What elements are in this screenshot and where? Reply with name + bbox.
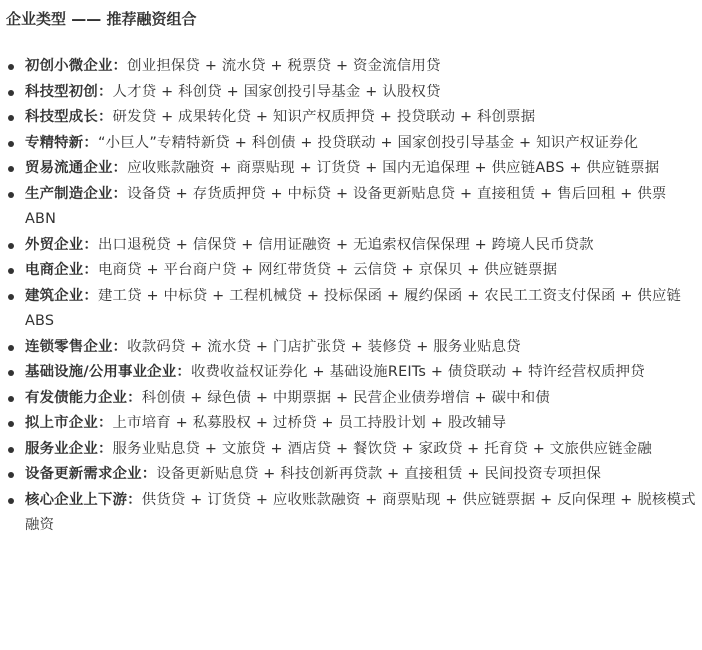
list-item [6, 360, 696, 386]
bullet-icon [8, 64, 14, 70]
list-item [6, 80, 696, 106]
bullet-icon [8, 90, 14, 96]
list-item [6, 233, 696, 259]
bullet-icon [8, 294, 14, 300]
list-item [6, 131, 696, 157]
bullet-icon [8, 243, 14, 249]
financing-list [6, 54, 696, 539]
item-text: 人才贷 + 科创贷 + 国家创投引导基金 + 认股权贷 [112, 83, 441, 100]
list-item [6, 462, 696, 488]
item-label: 设备更新需求企业： [25, 466, 157, 482]
item-label: 电商企业： [25, 262, 98, 278]
list-item [6, 258, 696, 284]
list-item [6, 284, 696, 335]
item-text: 科创债 + 绿色债 + 中期票据 + 民营企业债券增信 + 碳中和债 [141, 389, 550, 406]
bullet-icon [8, 268, 14, 274]
item-text: 建工贷 + 中标贷 + 工程机械贷 + 投标保函 + 履约保函 + 农民工工资支付保函 + 供应链ABS [25, 287, 682, 329]
item-label: 服务业企业： [25, 440, 113, 457]
bullet-icon [8, 370, 14, 376]
bullet-icon [8, 447, 14, 453]
list-item [6, 437, 696, 463]
item-text: 上市培育 + 私募股权 + 过桥贷 + 员工持股计划 + 股改辅导 [112, 415, 507, 431]
list-item [6, 411, 696, 437]
item-label: 贸易流通企业： [25, 160, 128, 176]
item-text: 出口退税贷 + 信保贷 + 信用证融资 + 无追索权信保保理 + 跨境人民币贷款 [97, 236, 594, 253]
bullet-icon [8, 498, 14, 504]
item-text: 电商贷 + 平台商户贷 + 网红带货贷 + 云信贷 + 京保贝 + 供应链票据 [97, 262, 558, 278]
item-label: 科技型初创： [25, 83, 113, 100]
bullet-icon [8, 166, 14, 172]
list-item [6, 105, 696, 131]
item-text: 收款码贷 + 流水贷 + 门店扩张贷 + 装修贷 + 服务业贴息贷 [127, 338, 521, 355]
item-text: 创业担保贷 + 流水贷 + 税票贷 + 资金流信用贷 [127, 58, 441, 74]
bullet-icon [8, 421, 14, 427]
bullet-icon [8, 115, 14, 121]
item-text: 服务业贴息贷 + 文旅贷 + 酒店贷 + 餐饮贷 + 家政贷 + 托育贷 + 文旅供应链金融 [112, 440, 652, 457]
list-item [6, 54, 696, 80]
list-item [6, 488, 696, 539]
bullet-icon [8, 141, 14, 147]
list-item [6, 335, 696, 361]
item-text: 设备更新贴息贷 + 科技创新再贷款 + 直接租赁 + 民间投资专项担保 [156, 466, 602, 482]
list-item [6, 386, 696, 412]
section-heading: 企业类型 —— 推荐融资组合 [6, 10, 197, 28]
item-label: 外贸企业： [25, 236, 98, 253]
bullet-icon [8, 472, 14, 478]
bullet-icon [8, 396, 14, 402]
item-text: 设备贷 + 存货质押贷 + 中标贷 + 设备更新贴息贷 + 直接租赁 + 售后回租 + 供票ABN [25, 185, 667, 227]
item-text: 收费收益权证券化 + 基础设施REITs + 债贷联动 + 特许经营权质押贷 [190, 364, 645, 380]
item-label: 拟上市企业： [25, 415, 113, 431]
item-label: 生产制造企业： [25, 185, 128, 202]
item-label: 基础设施/公用事业企业： [25, 364, 191, 380]
item-label: 连锁零售企业： [25, 338, 128, 355]
list-item [6, 156, 696, 182]
item-text: 供货贷 + 订货贷 + 应收账款融资 + 商票贴现 + 供应链票据 + 反向保理 + 脱核模式融资 [25, 491, 696, 533]
item-text: “小巨人”专精特新贷 + 科创债 + 投贷联动 + 国家创投引导基金 + 知识产权证券化 [97, 134, 639, 151]
item-text: 研发贷 + 成果转化贷 + 知识产权质押贷 + 投贷联动 + 科创票据 [112, 109, 536, 125]
item-label: 初创小微企业： [25, 58, 128, 74]
list-item [6, 182, 696, 233]
item-text: 应收账款融资 + 商票贴现 + 订货贷 + 国内无追保理 + 供应链ABS + 供应链票据 [127, 160, 660, 176]
item-label: 核心企业上下游： [25, 491, 142, 508]
item-label: 专精特新： [25, 134, 98, 151]
bullet-icon [8, 192, 14, 198]
item-label: 科技型成长： [25, 109, 113, 125]
item-label: 有发债能力企业： [25, 389, 142, 406]
item-label: 建筑企业： [25, 287, 98, 304]
bullet-icon [8, 345, 14, 351]
